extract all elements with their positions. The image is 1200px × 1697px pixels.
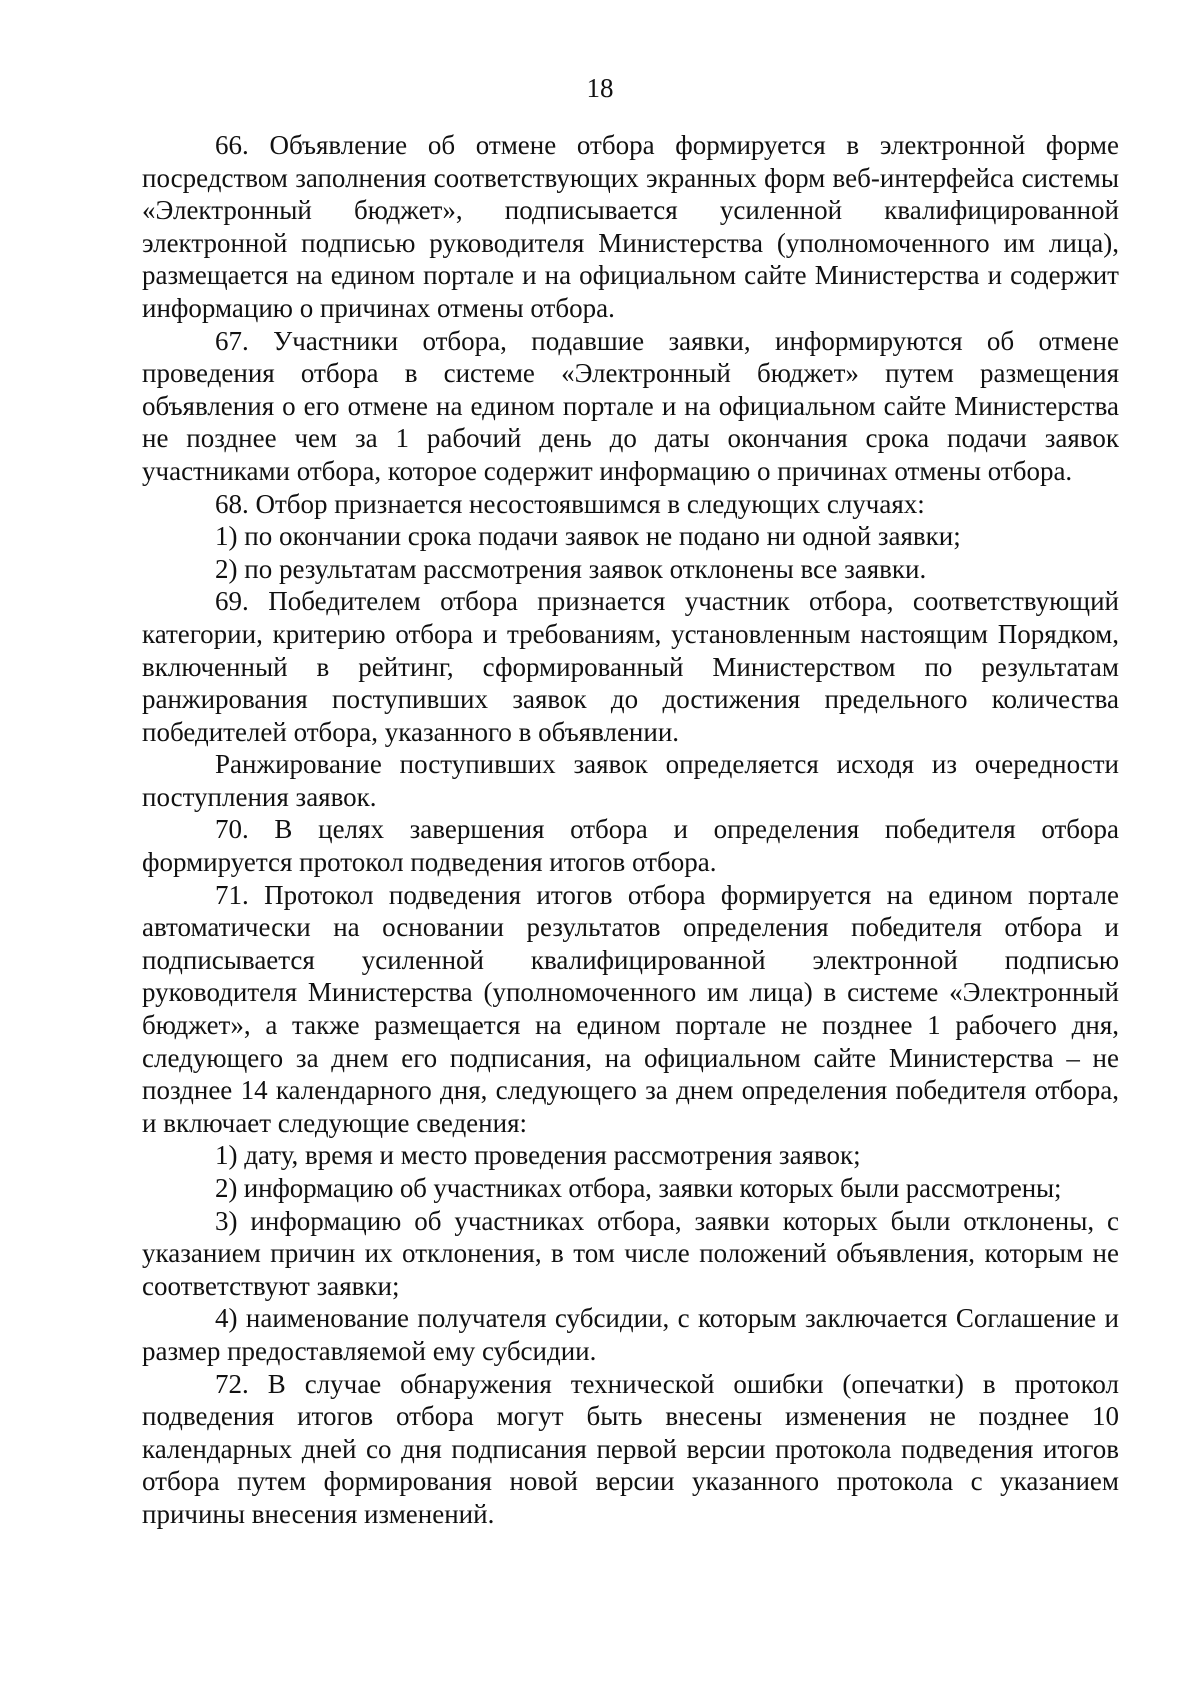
document-body — [142, 129, 1119, 1531]
paragraph-70: 70. В целях завершения отбора и определения победителя отбора формируется протокол подведения итогов отбора. — [142, 814, 1119, 878]
paragraph-68: 68. Отбор признается несостоявшимся в следующих случаях: — [215, 488, 925, 519]
paragraph-71: 71. Протокол подведения итогов отбора формируется на едином портале автоматически на основании результатов определения победителя отбора и подписывается усиленной квалифицированной электронной подписью руководителя Министерства (уполномоченного им лица) в системе «Электронный бюджет», а также размещается на едином портале не позднее 1 рабочего дня, следующего за днем его подписания, на официальном сайте Министерства – не позднее 14 календарного дня, следующего за днем определения победителя отбора, и включает следующие сведения: — [142, 879, 1119, 1138]
paragraph-71-item-4: 4) наименование получателя субсидии, с которым заключается Соглашение и размер предоставляемой ему субсидии. — [142, 1303, 1119, 1366]
paragraph-69: 69. Победителем отбора признается участник отбора, соответствующий категории, критерию отбора и требованиям, установленным настоящим Порядком, включенный в рейтинг, сформированный Министерством по результатам ранжирования поступивших заявок до достижения предельного количества победителей отбора, указанного в объявлении. — [142, 586, 1119, 747]
paragraph-67: 67. Участники отбора, подавшие заявки, информируются об отмене проведения отбора в системе «Электронный бюджет» путем размещения объявления о его отмене на едином портале и на официальном сайте Министерства не позднее чем за 1 рабочий день до даты окончания срока подачи заявок участниками отбора, которое содержит информацию о причинах отмены отбора. — [142, 325, 1119, 486]
paragraph-71-item-1: 1) дату, время и место проведения рассмотрения заявок; — [215, 1140, 861, 1171]
paragraph-68-item-1: 1) по окончании срока подачи заявок не подано ни одной заявки; — [215, 521, 961, 552]
paragraph-71-item-3: 3) информацию об участниках отбора, заявки которых были отклонены, с указанием причин их отклонения, в том числе положений объявления, которым не соответствуют заявки; — [142, 1205, 1119, 1301]
paragraph-66: 66. Объявление об отмене отбора формируется в электронной форме посредством заполнения соответствующих экранных форм веб-интерфейса системы «Электронный бюджет», подписывается усиленной квалифицированной электронной подписью руководителя Министерства (уполномоченного им лица), размещается на едином портале и на официальном сайте Министерства и содержит информацию о причинах отмены отбора. — [142, 130, 1119, 323]
paragraph-71-item-2: 2) информацию об участниках отбора, заявки которых были рассмотрены; — [215, 1173, 1062, 1203]
page-number: 18 — [586, 73, 614, 103]
paragraph-72: 72. В случае обнаружения технической ошибки (опечатки) в протокол подведения итогов отбора могут быть внесены изменения не позднее 10 календарных дней со дня подписания первой версии протокола подведения итогов отбора путем формирования новой версии указанного протокола с указанием причины внесения изменений. — [142, 1368, 1119, 1529]
paragraph-68-item-2: 2) по результатам рассмотрения заявок отклонены все заявки. — [215, 553, 927, 584]
paragraph-69-ranking: Ранжирование поступивших заявок определяется исходя из очередности поступления заявок. — [142, 749, 1119, 812]
